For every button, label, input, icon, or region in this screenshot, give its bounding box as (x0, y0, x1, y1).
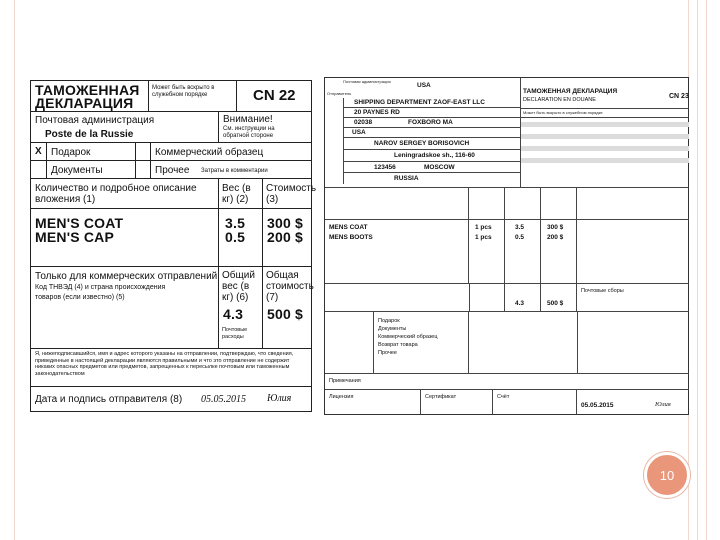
gift-checkbox[interactable] (31, 143, 47, 161)
item-1-description: MEN'S COAT (35, 215, 124, 231)
items-weight-col (505, 220, 541, 284)
recipient-country: RUSSIA (394, 175, 419, 182)
invoice-label: Счёт (497, 394, 510, 400)
left-border-line (14, 0, 15, 540)
shade-bar-1 (521, 122, 689, 127)
total-weight-value: 4.3 (223, 306, 244, 322)
items-weight-header (505, 188, 541, 220)
cn23-note-row (521, 108, 689, 118)
item-1-description-en: MENS COAT (329, 224, 368, 231)
sender-fields (343, 98, 519, 184)
postal-admin-value: Poste de la Russie (45, 129, 134, 140)
notes-row (325, 374, 689, 390)
commercial-checkbox[interactable] (135, 143, 151, 161)
item-2-description-en: MENS BOOTS (329, 234, 373, 241)
categories-col (373, 312, 469, 374)
category-return: Возврат товара (378, 342, 418, 348)
sender-company-row (344, 98, 520, 108)
page-number: 10 (659, 467, 675, 483)
documents-checkbox[interactable] (31, 161, 47, 179)
gift-check-mark: X (35, 146, 42, 157)
commercial-header: Только для коммерческих отправлений (35, 271, 218, 282)
postal-admin-label: Почтовая администрация (35, 115, 155, 126)
items-value-col (541, 220, 577, 284)
sender-country-row (344, 128, 520, 138)
recipient-name-row (344, 138, 520, 150)
attention-text-1: См. инструкции на (223, 126, 275, 132)
postal-admin-cell (31, 112, 219, 143)
cn22-code-cell (237, 81, 311, 112)
shade-bar-2 (521, 134, 689, 139)
commercial-only-cell (31, 267, 219, 349)
commercial-label: Коммерческий образец (155, 147, 264, 158)
cn23-title-block (521, 78, 689, 188)
weight-header: Вес (в кг) (2) (222, 183, 251, 205)
tariff-text-1: Код ТНВЭД (4) и страна происхождения (35, 284, 166, 291)
value-header: Стоимость (3) (266, 183, 317, 205)
items-header-row (325, 188, 689, 220)
item-1-value: 300 $ (267, 215, 304, 231)
total-weight-en: 4.3 (515, 300, 525, 307)
invoice-col (493, 390, 577, 414)
category-row-2 (31, 161, 311, 179)
recipient-city: MOSCOW (424, 164, 455, 171)
cn23-signature: Юлия (655, 401, 671, 408)
right-border-line-2 (697, 0, 698, 540)
other-checkbox[interactable] (135, 161, 151, 179)
postal-charges-label: Почтовые сборы (581, 288, 624, 294)
recipient-zip: 123456 (374, 164, 396, 171)
customs-declaration-cn23 (324, 77, 689, 415)
cn23-date: 05.05.2015 (581, 402, 614, 409)
date-sign-label: Дата и подпись отправителя (8) (35, 394, 183, 405)
total-note: Почтовые расходы (222, 327, 248, 340)
totals-spacer (469, 284, 505, 312)
cn23-title-ru: ТАМОЖЕННАЯ ДЕКЛАРАЦИЯ (523, 88, 618, 95)
documents-label: Документы (51, 165, 103, 176)
item-2-qty: 1 pcs (475, 234, 492, 241)
items-value-header (541, 188, 577, 220)
recipient-city-row (344, 162, 520, 173)
sender-zip: 02038 (354, 119, 373, 126)
cn22-open-note: Может быть вскрыто в служебном порядке (152, 85, 215, 98)
cn23-code: CN 23 (669, 93, 689, 100)
recipient-street: Leningradskoe sh., 116-60 (394, 152, 475, 159)
cn23-title-en: DECLARATION EN DOUANE (523, 97, 596, 103)
item-2-weight-en: 0.5 (515, 234, 525, 241)
totals-row (325, 284, 689, 312)
sender-street-row (344, 108, 520, 118)
cn22-note-cell (149, 81, 237, 112)
category-other: Прочее (378, 350, 397, 356)
total-value-en: 500 $ (547, 300, 564, 307)
total-value-col (541, 284, 577, 312)
explain-label: Затраты в комментарии (201, 168, 268, 174)
items-weight-cell (219, 209, 263, 267)
item-1-weight-en: 3.5 (515, 224, 525, 231)
country-from: USA (417, 82, 431, 89)
gift-label: Подарок (51, 147, 91, 158)
total-weight-header: Общий вес (в кг) (6) (222, 270, 255, 303)
items-desc-header (325, 188, 469, 220)
customs-declaration-cn22 (30, 80, 317, 412)
items-desc-col (325, 220, 469, 284)
category-row-1 (31, 143, 311, 161)
date-sign-cell (31, 387, 311, 411)
right-border-line-3 (706, 0, 707, 540)
category-gift: Подарок (378, 318, 400, 324)
category-sample: Коммерческий образец (378, 334, 438, 340)
item-1-weight: 3.5 (225, 215, 246, 231)
item-2-weight: 0.5 (225, 229, 246, 245)
tariff-text-2: товаров (если известно) (5) (35, 294, 125, 301)
sender-city-row (344, 118, 520, 128)
recipient-name: NAROV SERGEY BORISOVICH (374, 140, 470, 147)
sender-label: Отправитель (327, 91, 352, 96)
cn22-title-line1: ТАМОЖЕННАЯ (35, 82, 140, 98)
shade-bar-4 (521, 158, 689, 163)
sender-company: SHIPPING DEPARTMENT ZAOF-EAST LLC (354, 99, 485, 106)
total-value-header: Общая стоимость (7) (266, 270, 314, 303)
licence-col (325, 390, 421, 414)
items-value-cell (263, 209, 311, 267)
shade-bar-3 (521, 146, 689, 151)
item-2-description: MEN'S CAP (35, 229, 115, 245)
certificate-col (421, 390, 493, 414)
sender-street: 20 PAYNES RD (354, 109, 400, 116)
items-rows (325, 220, 689, 284)
declaration-cell (31, 349, 311, 387)
licence-label: Лицензия (329, 394, 354, 400)
declaration-text: Я, нижеподписавшийся, имя и адрес которого указаны на отправлении, подтверждаю, что сведения, приведенные в настоящей декларации являются правильными и что это отправление не содержит никаких опасных предметов или предметов, запрещенных к пересылке почтовым или таможенным законодательством (35, 351, 294, 377)
contents-header: Количество и подробное описание вложения (1) (35, 183, 197, 205)
declaration-col (577, 312, 689, 374)
recipient-street-row (344, 150, 520, 162)
item-2-value-en: 200 $ (547, 234, 564, 241)
sender-block (325, 78, 521, 188)
attention-title: Внимание! (223, 114, 273, 125)
notes-label: Примечания (329, 378, 361, 384)
attention-cell (219, 112, 311, 143)
total-value: 500 $ (267, 306, 304, 322)
cn22-code: CN 22 (253, 87, 296, 104)
item-1-qty: 1 pcs (475, 224, 492, 231)
item-2-value: 200 $ (267, 229, 304, 245)
attention-text-2: обратной стороне (223, 133, 274, 139)
items-qty-col (469, 220, 505, 284)
cn22-title-line2: ДЕКЛАРАЦИЯ (35, 95, 134, 111)
total-weight-col (505, 284, 541, 312)
weight-header-cell (219, 179, 263, 209)
org-label: Почтовая администрация (343, 79, 391, 84)
item-1-value-en: 300 $ (547, 224, 564, 231)
bottom-row (325, 390, 689, 414)
value-header-cell (263, 179, 317, 209)
other-label: Прочее (155, 165, 190, 176)
sender-country: USA (352, 129, 366, 136)
categories-row (325, 312, 689, 374)
sender-city: FOXBORO MA (408, 119, 453, 126)
signature: Юлия (267, 393, 292, 404)
certificate-label: Сертификат (425, 394, 457, 400)
items-description-cell (31, 209, 219, 267)
cn22-title-cell (31, 81, 149, 112)
category-docs: Документы (378, 326, 407, 332)
total-weight-cell (219, 267, 263, 349)
contents-header-cell (31, 179, 219, 209)
total-value-cell (263, 267, 314, 349)
recipient-country-row (344, 173, 520, 184)
items-qty-header (469, 188, 505, 220)
page-number-badge (644, 452, 690, 498)
date-value: 05.05.2015 (201, 394, 246, 405)
cn23-open-note: Может быть вскрыто в служебном порядке (523, 110, 603, 115)
